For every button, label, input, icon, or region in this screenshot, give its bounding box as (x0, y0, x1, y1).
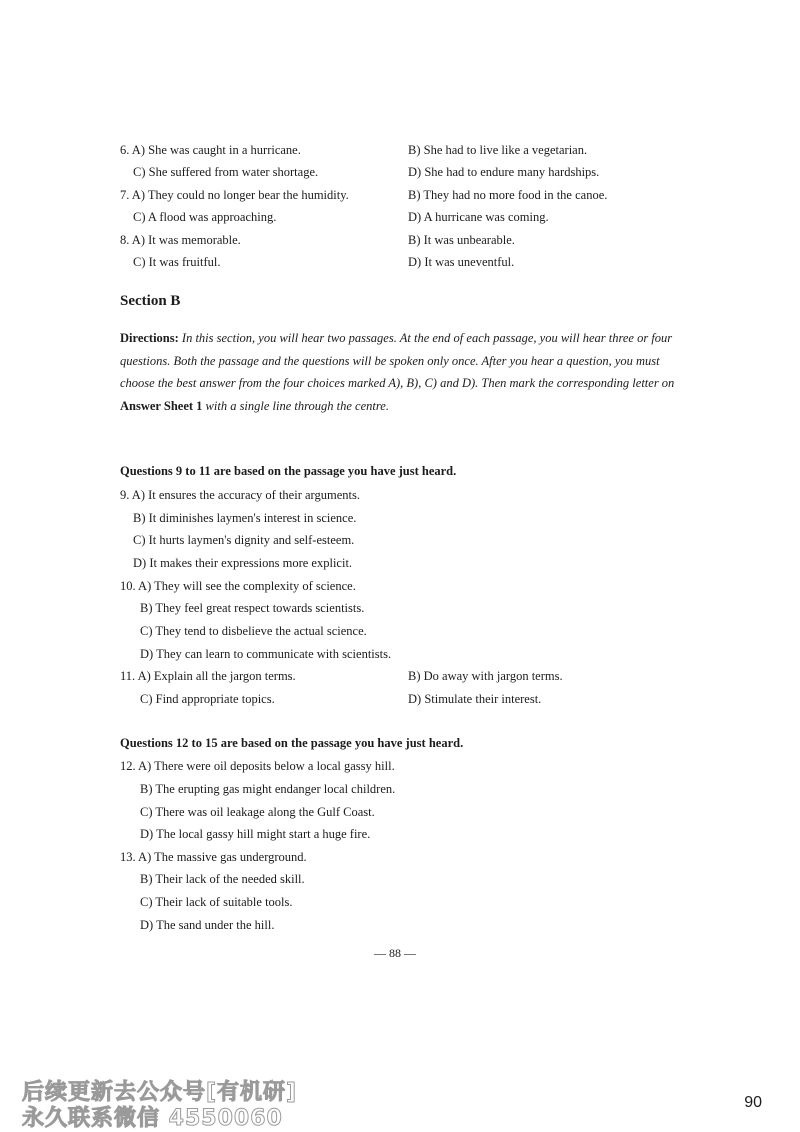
directions-block (120, 327, 680, 417)
corner-page-number: 90 (744, 1094, 762, 1111)
answer-line: B) They had no more food in the canoe. (408, 188, 608, 202)
answer-line: B) Do away with jargon terms. (408, 669, 563, 683)
watermark-line-2: 永久联系微信 4550060 (22, 1106, 283, 1131)
answer-sheet-label: Answer Sheet 1 (120, 398, 203, 413)
answer-line: D) The local gassy hill might start a huge fire. (140, 827, 371, 841)
answer-line: C) They tend to disbelieve the actual science. (140, 624, 367, 638)
answer-line: 11. A) Explain all the jargon terms. (120, 669, 296, 683)
answer-line: D) She had to endure many hardships. (408, 165, 600, 179)
answer-line: D) They can learn to communicate with scientists. (140, 647, 392, 661)
answer-line: B) The erupting gas might endanger local children. (140, 782, 396, 796)
answer-line: B) She had to live like a vegetarian. (408, 143, 588, 157)
answer-line: B) It diminishes laymen's interest in science. (133, 511, 357, 525)
answer-line: D) A hurricane was coming. (408, 210, 549, 224)
answer-line: 12. A) There were oil deposits below a local gassy hill. (120, 759, 395, 773)
answer-line: D) Stimulate their interest. (408, 692, 542, 706)
answer-line: D) It was uneventful. (408, 255, 515, 269)
answer-line: 6. A) She was caught in a hurricane. (120, 143, 301, 157)
answer-line: C) There was oil leakage along the Gulf Coast. (140, 805, 375, 819)
answer-line: 9. A) It ensures the accuracy of their arguments. (120, 488, 360, 502)
answer-line: D) It makes their expressions more explicit. (133, 556, 353, 570)
answer-line: 7. A) They could no longer bear the humidity. (120, 188, 349, 202)
answer-line: C) It hurts laymen's dignity and self-esteem. (133, 533, 355, 547)
directions-label: Directions: (120, 331, 179, 345)
answer-line: C) Find appropriate topics. (140, 692, 275, 706)
questions-12-15-header: Questions 12 to 15 are based on the passage you have just heard. (120, 736, 464, 750)
section-b-heading: Section B (120, 293, 181, 309)
directions-text-end: with a single line through the centre. (205, 398, 389, 413)
answer-line: 8. A) It was memorable. (120, 233, 241, 247)
watermark-line-1: 后续更新去公众号[有机研] (22, 1080, 298, 1105)
answer-line: C) It was fruitful. (133, 255, 221, 269)
answer-line: C) A flood was approaching. (133, 210, 277, 224)
page-number: — 88 — (374, 946, 416, 960)
answer-line: C) Their lack of suitable tools. (140, 895, 293, 909)
answer-line: D) The sand under the hill. (140, 918, 275, 932)
directions-text: In this section, you will hear two passages. At the end of each passage, you will hear three or four questions. Both the passage and the questions will be spoken only once. After you hear a question, you must choose the best answer from the four choices marked A), B), C) and D). Then mark the corresponding letter on (120, 331, 675, 391)
questions-9-11-header: Questions 9 to 11 are based on the passage you have just heard. (120, 464, 457, 478)
answer-line: B) It was unbearable. (408, 233, 515, 247)
answer-line: C) She suffered from water shortage. (133, 165, 319, 179)
answer-line: B) They feel great respect towards scientists. (140, 601, 365, 615)
answer-line: B) Their lack of the needed skill. (140, 872, 305, 886)
answer-line: 13. A) The massive gas underground. (120, 850, 307, 864)
answer-line: 10. A) They will see the complexity of science. (120, 579, 356, 593)
